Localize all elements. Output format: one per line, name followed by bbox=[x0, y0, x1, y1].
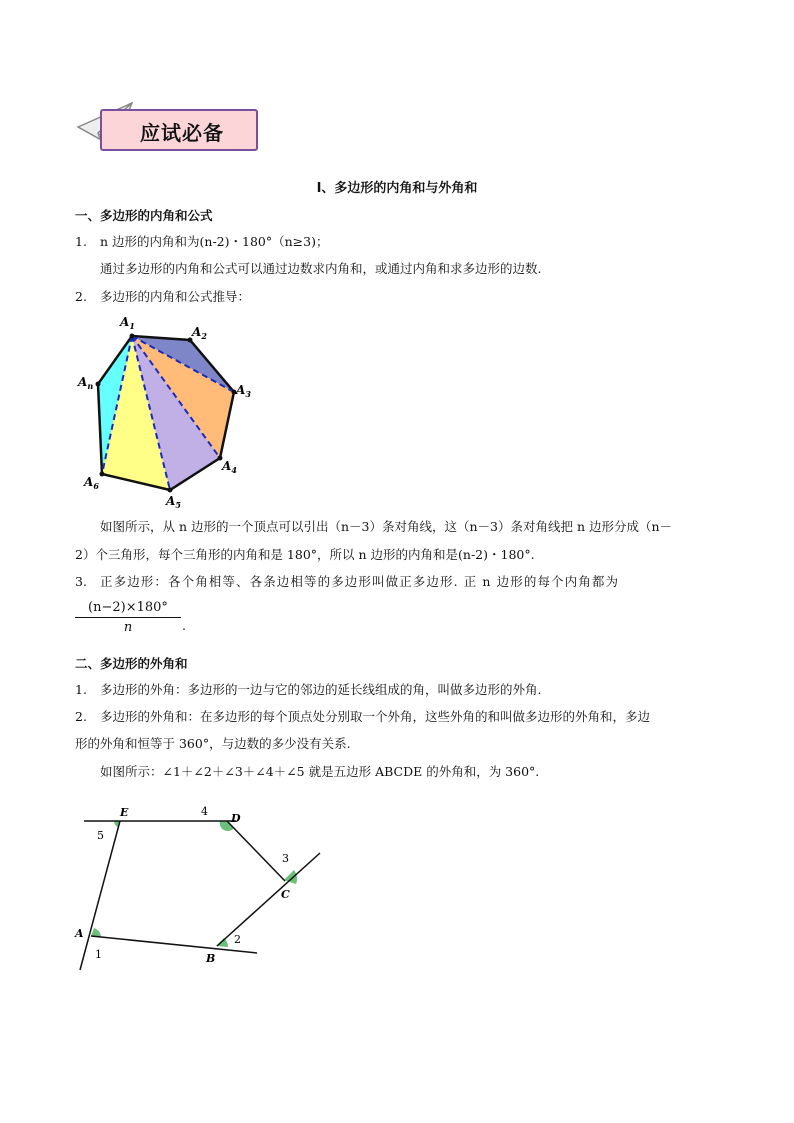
fraction-numerator: (n−2)×180° bbox=[75, 600, 181, 618]
list-number: 2. bbox=[75, 709, 87, 724]
pentagon-example: 如图所示：∠1＋∠2＋∠3＋∠4＋∠5 就是五边形 ABCDE 的外角和，为 360°. bbox=[100, 764, 540, 779]
angle-marks bbox=[91, 821, 297, 947]
list-number: 3. bbox=[75, 574, 87, 589]
vertex-label-a: A bbox=[75, 927, 84, 940]
list-number: 2. bbox=[75, 289, 87, 304]
angle-number-3: 3 bbox=[282, 852, 289, 865]
polygon-triangulation-figure bbox=[74, 312, 264, 512]
regular-polygon-definition: 正多边形：各个角相等、各条边相等的多边形叫做正多边形. 正 n 边形的每个内角都为 bbox=[100, 574, 620, 589]
explanation-line-2: 2）个三角形，每个三角形的内角和是 180°，所以 n 边形的内角和是(n-2)・180°. bbox=[75, 547, 535, 562]
angle-number-4: 4 bbox=[201, 805, 208, 818]
pentagon-exterior-angles-figure bbox=[70, 798, 330, 978]
vertex-label-a6: $A_6$ bbox=[84, 475, 99, 491]
vertex-label-c: C bbox=[281, 888, 290, 901]
vertex-label-a5: $A_5$ bbox=[166, 494, 181, 510]
angle-number-5: 5 bbox=[97, 829, 104, 842]
fraction-denominator: n bbox=[123, 620, 133, 635]
regular-polygon-angle-fraction bbox=[75, 600, 181, 635]
banner-label: 应试必备 bbox=[140, 121, 224, 145]
vertex-label-b: B bbox=[206, 952, 216, 965]
derivation-heading: 多边形的内角和公式推导： bbox=[100, 289, 251, 304]
formula-period: . bbox=[182, 618, 186, 633]
formula-note: 通过多边形的内角和公式可以通过边数求内角和，或通过内角和求多边形的边数. bbox=[100, 261, 542, 276]
exterior-angle-definition: 多边形的外角：多边形的一边与它的邻边的延长线组成的角，叫做多边形的外角. bbox=[100, 682, 542, 697]
explanation-line-1: 如图所示，从 n 边形的一个顶点可以引出（n－3）条对角线，这（n－3）条对角线把 n 边形分成（n－ bbox=[100, 519, 673, 534]
exterior-angle-sum-line-2: 形的外角和恒等于 360°，与边数的多少没有关系. bbox=[75, 736, 351, 751]
section-banner bbox=[100, 109, 258, 151]
vertex-label-a1: $A_1$ bbox=[120, 315, 135, 331]
section2-heading: 二、多边形的外角和 bbox=[75, 656, 188, 671]
exterior-angle-sum-line-1: 多边形的外角和：在多边形的每个顶点处分别取一个外角，这些外角的和叫做多边形的外角和，多边 bbox=[100, 709, 651, 724]
section1-heading: 一、多边形的内角和公式 bbox=[75, 208, 213, 223]
vertex-label-e: E bbox=[120, 806, 129, 819]
vertex-label-an: $A_n$ bbox=[78, 375, 94, 391]
vertex-label-a3: $A_3$ bbox=[236, 383, 251, 399]
list-number: 1. bbox=[75, 234, 87, 249]
vertex-label-d: D bbox=[231, 812, 241, 825]
document-title: Ⅰ、多边形的内角和与外角和 bbox=[316, 181, 478, 196]
interior-angle-formula: n 边形的内角和为(n-2)・180°（n≥3)； bbox=[100, 234, 329, 249]
vertex-label-a2: $A_2$ bbox=[192, 325, 207, 341]
vertex-label-a4: $A_4$ bbox=[222, 459, 237, 475]
angle-number-2: 2 bbox=[234, 933, 241, 946]
angle-number-1: 1 bbox=[95, 948, 102, 961]
list-number: 1. bbox=[75, 682, 87, 697]
